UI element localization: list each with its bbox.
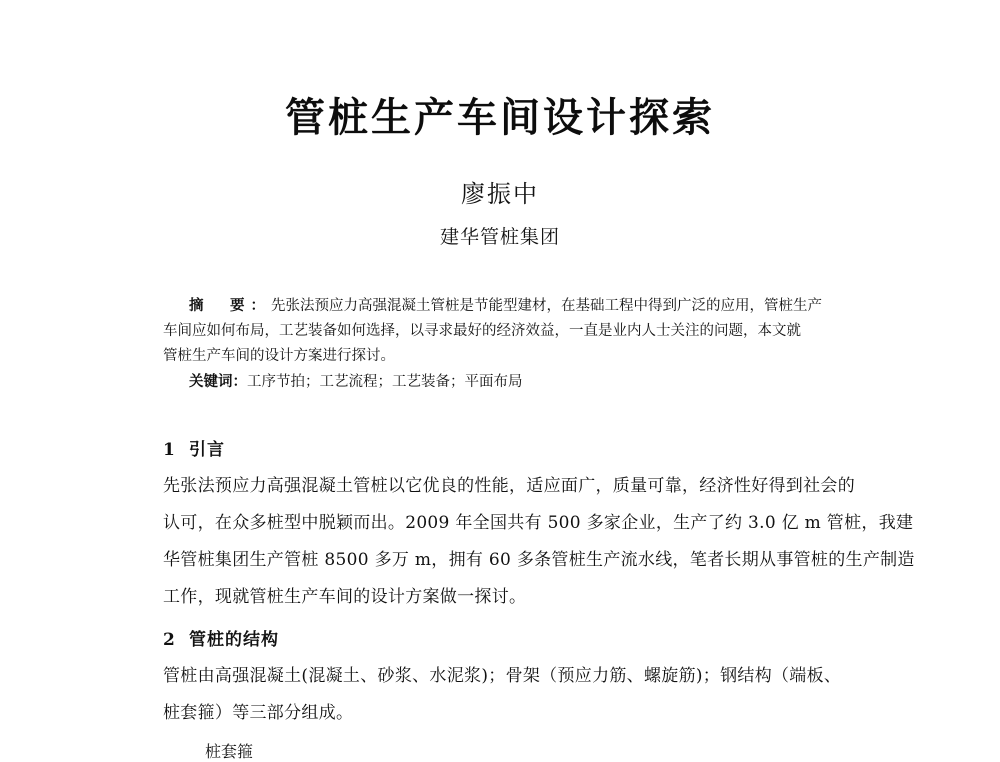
paragraph-line: 认可，在众多桩型中脱颖而出。2009 年全国共有 500 多家企业，生产了约 3.0 亿 m 管桩，我建 [163, 513, 914, 533]
figure-label: 桩套箍 [205, 742, 254, 761]
paper-affiliation: 建华管桩集团 [439, 226, 560, 248]
paragraph-line: 先张法预应力高强混凝土管桩以它优良的性能，适应面广，质量可靠，经济性好得到社会的 [163, 476, 855, 496]
section-heading-structure [163, 625, 279, 650]
abstract-line [163, 293, 839, 319]
section-paragraph-structure [163, 658, 863, 732]
keywords-label: 关键词： [189, 373, 247, 390]
abstract-block [163, 293, 839, 395]
section-heading-introduction [163, 435, 225, 460]
section-number: 1 [163, 440, 176, 460]
paragraph-line: 管桩由高强混凝土(混凝土、砂浆、水泥浆)；骨架（预应力筋、螺旋筋)；钢结构（端板、 [163, 666, 842, 686]
section-title: 管桩的结构 [189, 630, 279, 650]
paragraph-line: 工作，现就管桩生产车间的设计方案做一探讨。 [163, 587, 527, 607]
section-paragraph-introduction [163, 468, 915, 616]
abstract-line: 车间应如何布局，工艺装备如何选择，以寻求最好的经济效益，一直是业内人士关注的问题，本文就 [163, 323, 801, 339]
paper-author: 廖振中 [461, 180, 539, 208]
keywords-text: 工序节拍；工艺流程；工艺装备；平面布局 [247, 374, 523, 390]
keywords-line [163, 369, 839, 395]
section-title: 引言 [189, 440, 225, 460]
abstract-line: 管桩生产车间的设计方案进行探讨。 [163, 348, 395, 364]
paper-title: 管桩生产车间设计探索 [285, 94, 715, 141]
abstract-text: 先张法预应力高强混凝土管桩是节能型建材，在基础工程中得到广泛的应用，管桩生产 [271, 298, 822, 314]
paragraph-line: 华管桩集团生产管桩 8500 多万 m，拥有 60 多条管桩生产流水线，笔者长期从事管桩的生产制造 [163, 550, 915, 570]
section-number: 2 [163, 630, 176, 650]
abstract-label: 摘 要： [189, 297, 271, 314]
paragraph-line: 桩套箍）等三部分组成。 [163, 703, 354, 723]
